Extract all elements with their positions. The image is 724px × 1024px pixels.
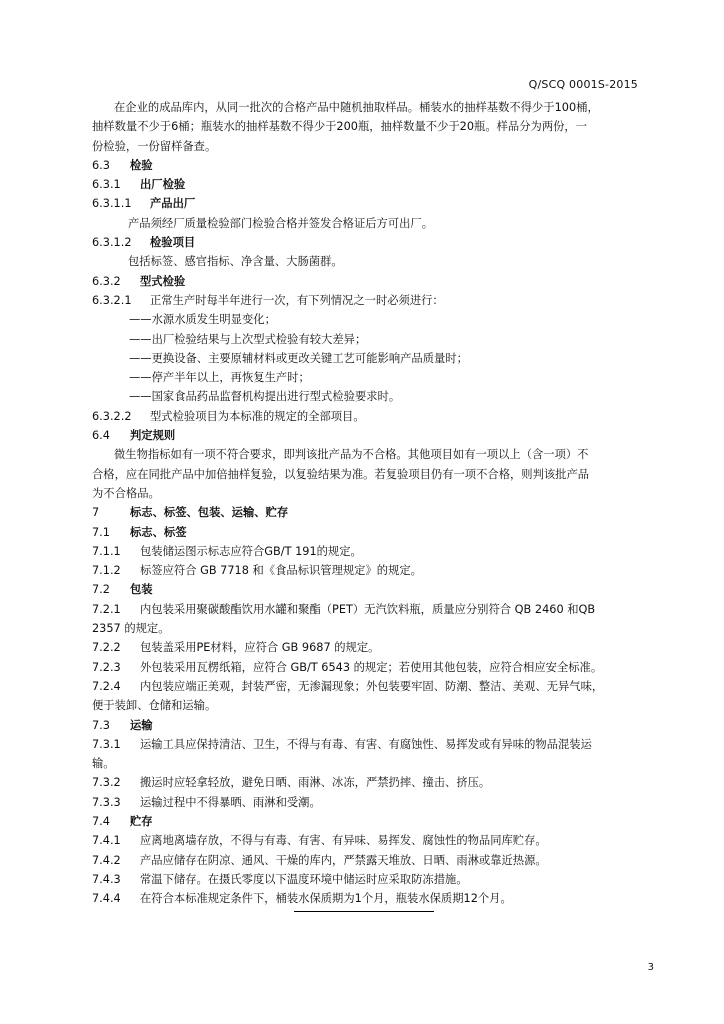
page-number: 3 — [647, 962, 654, 973]
clause-number: 6.3.1 — [92, 178, 121, 192]
paragraph-text: ——停产半年以上，再恢复生产时； — [129, 371, 310, 385]
paragraph-text: 在企业的成品库内，从同一批次的合格产品中随机抽取样品。桶装水的抽样基数不得少于100桶， — [114, 101, 599, 114]
clause-text: 型式检验项目为本标准的规定的全部项目。 — [150, 409, 365, 423]
text-line — [92, 117, 660, 136]
clause-number: 7.4.4 — [92, 892, 121, 906]
clause-number: 7 — [92, 506, 100, 520]
clause-text: 包装 — [130, 583, 153, 597]
text-line — [92, 619, 660, 638]
clause-text: 正常生产时每半年进行一次，有下列情况之一时必须进行： — [150, 293, 444, 307]
clause-number: 7.4 — [92, 814, 110, 828]
clause-line — [92, 889, 660, 908]
clause-number: 7.3 — [92, 718, 110, 732]
clause-number: 6.3.2.1 — [92, 293, 132, 307]
text-line — [92, 98, 660, 117]
paragraph-text: 便于装卸、仓储和运输。 — [92, 699, 217, 713]
clause-number: 7.4.1 — [92, 834, 121, 848]
clause-text: 外包装采用瓦楞纸箱，应符合 GB/T 6543 的规定；若使用其他包装，应符合相应安全标准。 — [140, 660, 603, 674]
text-line — [92, 754, 660, 773]
clause-text: 检验 — [130, 158, 153, 172]
clause-number: 7.2.1 — [92, 602, 121, 616]
clause-line — [92, 716, 660, 735]
clause-number: 6.4 — [92, 429, 110, 443]
clause-line — [92, 194, 660, 213]
standard-code: Q/SCQ 0001S-2015 — [528, 78, 638, 91]
clause-text: 型式检验 — [140, 274, 186, 288]
clause-line — [92, 870, 660, 889]
clause-number: 7.1.2 — [92, 564, 121, 578]
clause-text: 应离地离墙存放，不得与有毒、有害、有异味、易挥发、腐蚀性的物品同库贮存。 — [140, 834, 547, 848]
paragraph-text: 输。 — [92, 757, 115, 771]
text-line — [92, 368, 660, 387]
paragraph-text: 份检验，一份留样备查。 — [92, 139, 217, 153]
clause-line — [92, 426, 660, 445]
clause-text: 内包装应端正美观，封装严密，无渗漏现象；外包装要牢固、防潮、整洁、美观、无异气味， — [140, 679, 604, 693]
text-line — [92, 465, 660, 484]
clause-text: 运输工具应保持清洁、卫生，不得与有毒、有害、有腐蚀性、易挥发或有异味的物品混装运 — [140, 737, 592, 751]
clause-number: 7.3.3 — [92, 795, 121, 809]
text-line — [92, 387, 660, 406]
clause-line — [92, 793, 660, 812]
paragraph-text: ——更换设备、主要原辅材料或更改关键工艺可能影响产品质量时； — [129, 351, 468, 365]
clause-line — [92, 503, 660, 522]
text-line — [92, 137, 660, 156]
clause-line — [92, 156, 660, 175]
clause-number: 6.3 — [92, 158, 110, 172]
text-line — [92, 252, 660, 271]
paragraph-text: 为不合格品。 — [92, 486, 160, 500]
clause-number: 6.3.2.2 — [92, 409, 132, 423]
clause-line — [92, 407, 660, 426]
clause-text: 包装储运图示标志应符合GB/T 191的规定。 — [140, 544, 362, 558]
clause-text: 贮存 — [130, 814, 153, 828]
paragraph-text: ——水源水质发生明显变化； — [129, 313, 276, 327]
clause-line — [92, 812, 660, 831]
clause-text: 内包装采用聚碳酸酯饮用水罐和聚酯（PET）无汽饮料瓶，质量应分别符合 QB 2460 和QB — [140, 602, 596, 616]
text-line — [92, 310, 660, 329]
paragraph-text: 包括标签、感官指标、净含量、大肠菌群。 — [128, 255, 343, 269]
clause-text: 标志、标签、包装、运输、贮存 — [130, 506, 289, 520]
clause-line — [92, 677, 660, 696]
clause-text: 常温下储存。在摄氏零度以下温度环境中储运时应采取防冻措施。 — [140, 872, 468, 886]
clause-number: 7.2.3 — [92, 660, 121, 674]
text-line — [92, 330, 660, 349]
text-line — [92, 445, 660, 464]
clause-line — [92, 561, 660, 580]
clause-text: 标志、标签 — [130, 525, 187, 539]
clause-number: 7.2.2 — [92, 641, 121, 655]
clause-line — [92, 272, 660, 291]
clause-text: 出厂检验 — [140, 178, 186, 192]
clause-line — [92, 773, 660, 792]
clause-text: 产品出厂 — [150, 197, 196, 211]
clause-number: 6.3.1.2 — [92, 236, 132, 250]
clause-number: 7.1 — [92, 525, 110, 539]
clause-text: 在符合本标准规定条件下，桶装水保质期为1个月，瓶装水保质期12个月。 — [140, 892, 512, 906]
clause-number: 7.2 — [92, 583, 110, 597]
paragraph-text: 产品须经厂质量检验部门检验合格并签发合格证后方可出厂。 — [128, 216, 434, 230]
clause-number: 7.1.1 — [92, 544, 121, 558]
clause-number: 7.4.2 — [92, 853, 121, 867]
paragraph-text: 抽样数量不少于6桶；瓶装水的抽样基数不得少于200瓶，抽样数量不少于20瓶。样品分为两份，一 — [92, 120, 588, 134]
clause-number: 6.3.2 — [92, 274, 121, 288]
clause-text: 判定规则 — [130, 429, 176, 443]
clause-number: 7.2.4 — [92, 679, 121, 693]
clause-text: 产品应储存在阴凉、通风、干燥的库内，严禁露天堆放、日晒、雨淋或靠近热源。 — [140, 853, 547, 867]
clause-line — [92, 523, 660, 542]
end-rule — [294, 911, 434, 912]
clause-line — [92, 638, 660, 657]
clause-line — [92, 175, 660, 194]
clause-text: 包装盖采用PE材料，应符合 GB 9687 的规定。 — [140, 641, 380, 655]
text-line — [92, 214, 660, 233]
clause-line — [92, 658, 660, 677]
clause-number: 7.4.3 — [92, 872, 121, 886]
clause-text: 运输 — [130, 718, 153, 732]
clause-text: 检验项目 — [150, 236, 196, 250]
clause-number: 7.3.2 — [92, 776, 121, 790]
clause-line — [92, 600, 660, 619]
paragraph-text: ——出厂检验结果与上次型式检验有较大差异； — [129, 332, 367, 346]
clause-line — [92, 831, 660, 850]
text-line — [92, 696, 660, 715]
clause-line — [92, 542, 660, 561]
paragraph-text: 2357 的规定。 — [92, 622, 170, 636]
clause-number: 7.3.1 — [92, 737, 121, 751]
text-line — [92, 349, 660, 368]
paragraph-text: 微生物指标如有一项不符合要求，即判该批产品为不合格。其他项目如有一项以上（含一项）不 — [114, 448, 589, 462]
clause-number: 6.3.1.1 — [92, 197, 132, 211]
clause-line — [92, 580, 660, 599]
text-line — [92, 484, 660, 503]
clause-text: 运输过程中不得暴晒、雨淋和受潮。 — [140, 795, 321, 809]
paragraph-text: ——国家食品药品监督机构提出进行型式检验要求时。 — [129, 390, 401, 404]
paragraph-text: 合格，应在同批产品中加倍抽样复验，以复验结果为准。若复验项目仍有一项不合格，则判该批产品 — [92, 467, 590, 481]
clause-line — [92, 233, 660, 252]
clause-text: 搬运时应轻拿轻放，避免日晒、雨淋、冰冻，严禁扔摔、撞击、挤压。 — [140, 776, 491, 790]
clause-line — [92, 851, 660, 870]
clause-line — [92, 735, 660, 754]
clause-text: 标签应符合 GB 7718 和《食品标识管理规定》的规定。 — [140, 564, 422, 578]
clause-line — [92, 291, 660, 310]
document-body — [92, 98, 660, 908]
